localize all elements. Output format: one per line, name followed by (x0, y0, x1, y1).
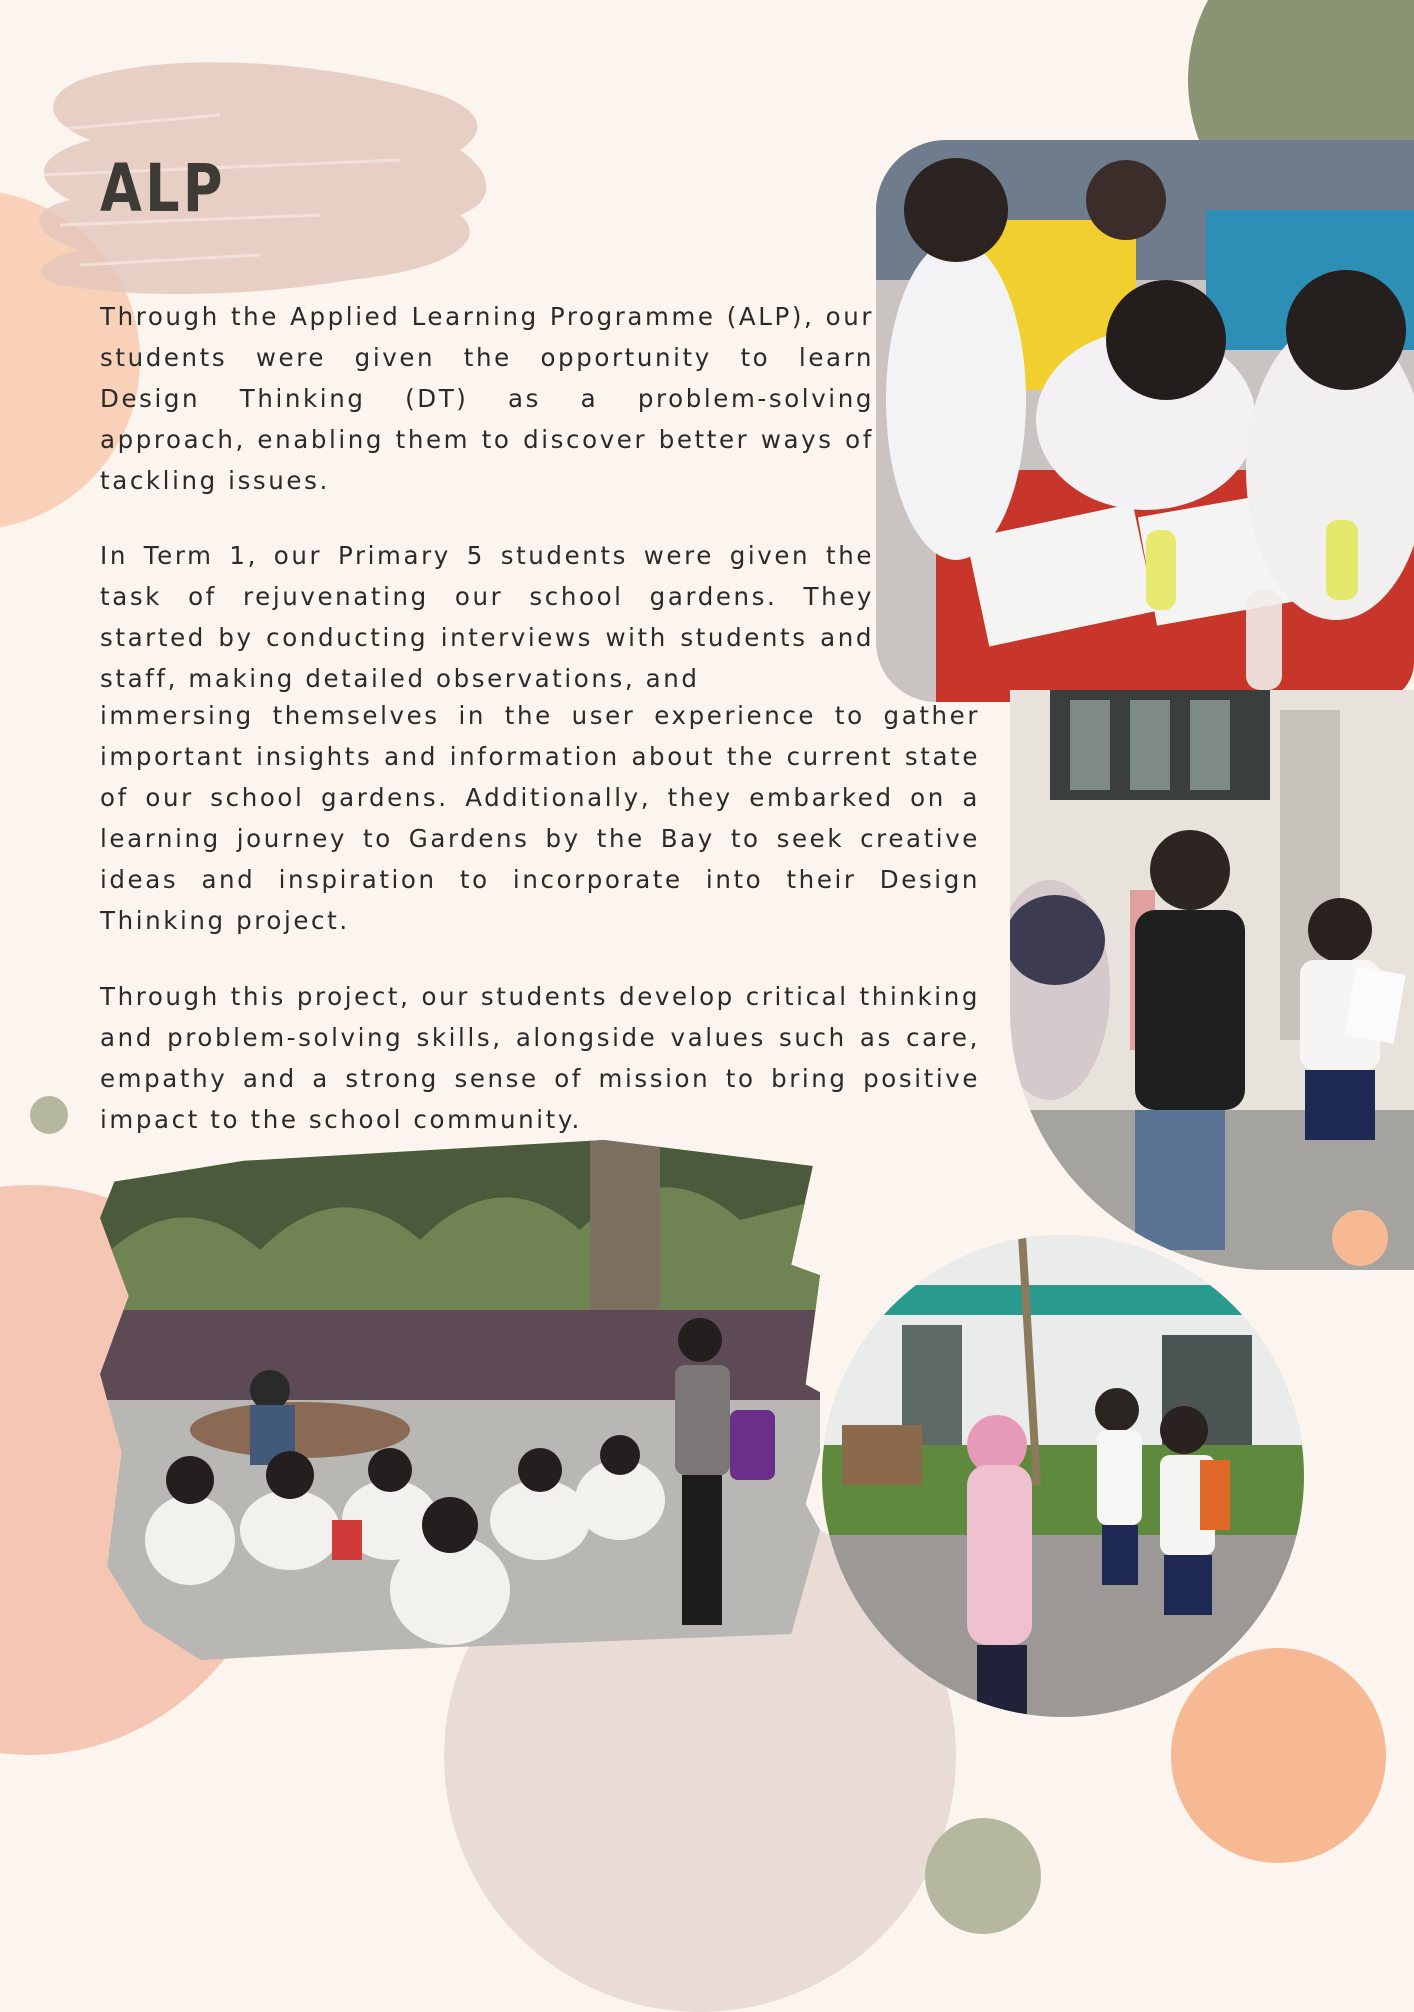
peach-circle-bottom-right (1171, 1648, 1386, 1863)
photo-learning-journey-gardens-by-the-bay (100, 1140, 820, 1660)
title-brush-stroke (20, 40, 500, 310)
photo-students-with-teacher-in-garden (822, 1235, 1304, 1717)
conclusion-paragraph: Through this project, our students develop critical thinking and problem-solving skills, alongside values such as care, empathy and a strong sense of mission to bring positive impact to the school community. (100, 982, 980, 1134)
page-title: ALP (100, 150, 226, 227)
term-1-paragraph-part-2: immersing themselves in the user experience to gather important insights and information about the current state of our school gardens. Additionally, they embarked on a learning journey to Gardens by the Bay to seek creative ideas and inspiration to incorporate into their Design Thinking project. (100, 701, 980, 935)
intro-paragraph: Through the Applied Learning Programme (ALP), our students were given the opportunity to learn Design Thinking (DT) as a problem-solving approach, enabling them to discover better ways of tackling issues. (100, 302, 874, 495)
sage-circle-bottom (925, 1818, 1041, 1934)
photo-student-interviewing-staff (1010, 690, 1414, 1270)
small-sage-dot (30, 1096, 68, 1134)
term-1-paragraph-part-1: In Term 1, our Primary 5 students were given the task of rejuvenating our school gardens. They started by conducting interviews with students and staff, making detailed observations, and (100, 541, 874, 693)
photo-students-at-table (876, 140, 1414, 702)
